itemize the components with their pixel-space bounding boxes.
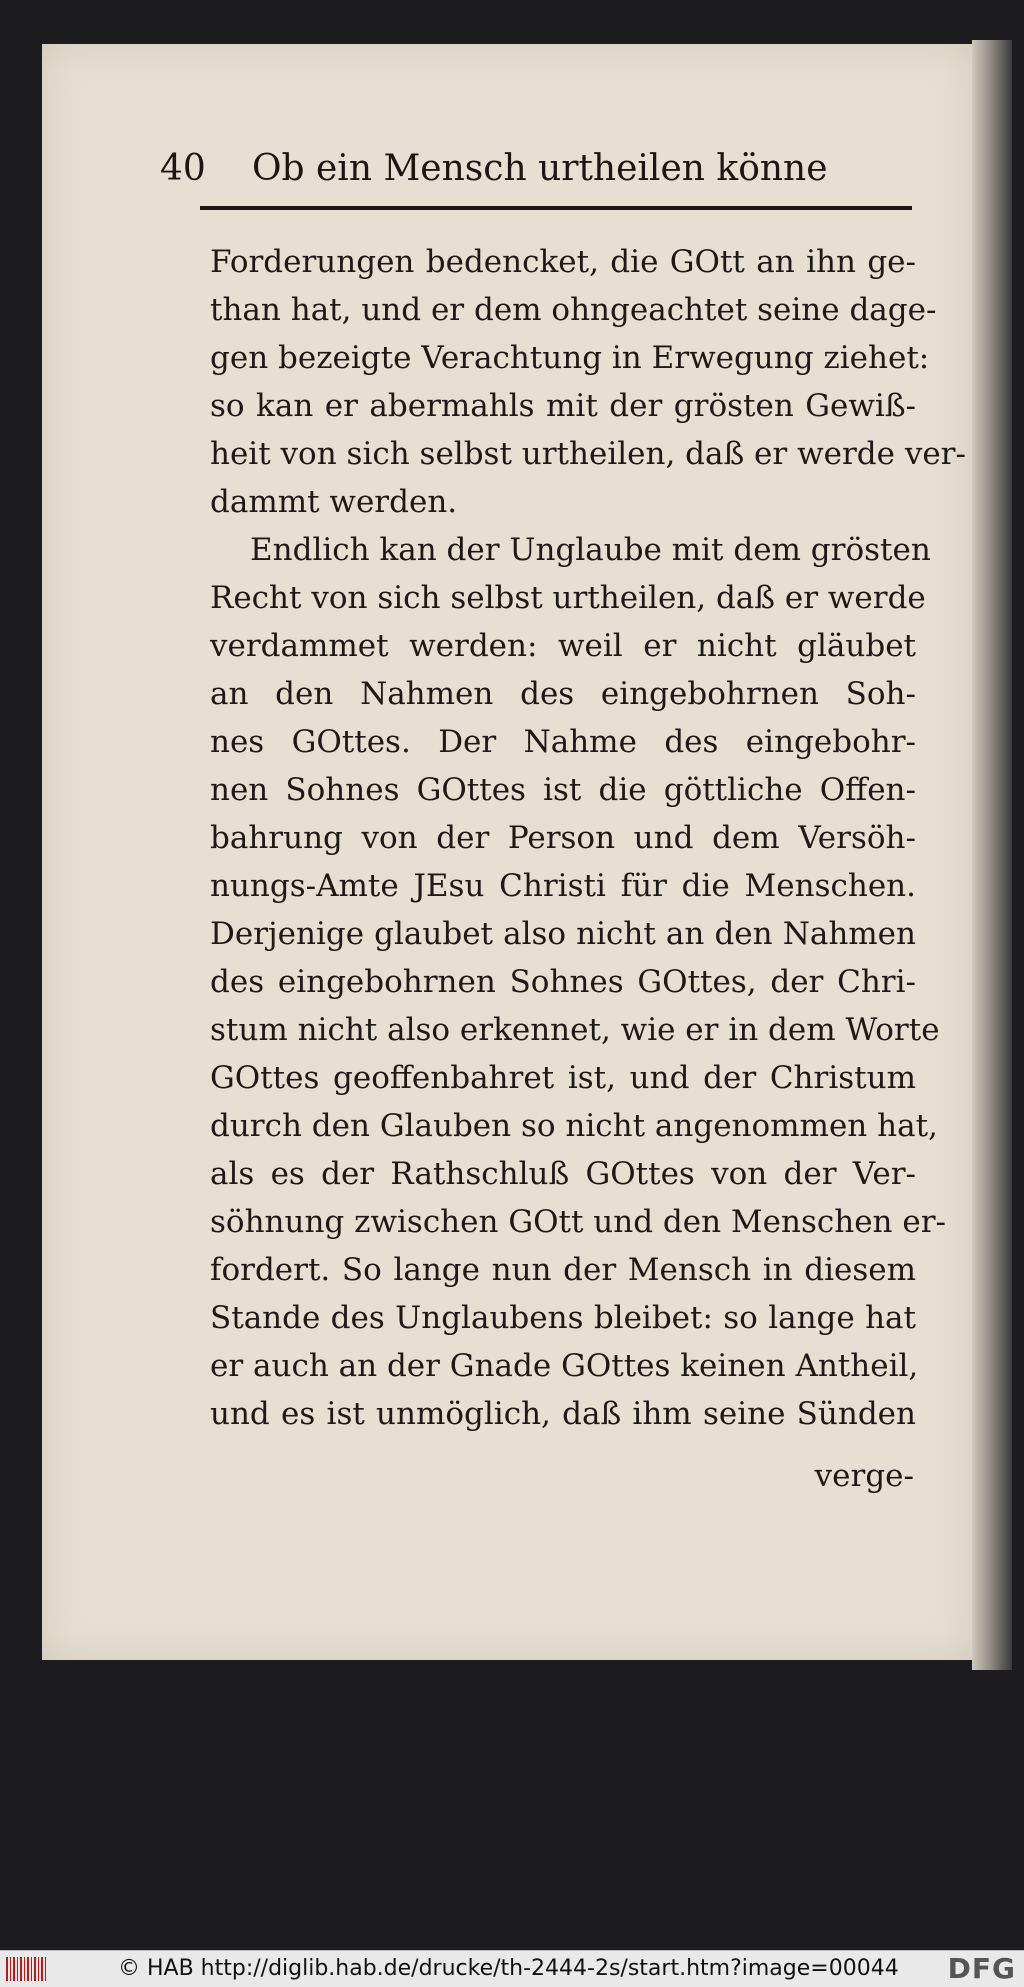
text-line: Endlich kan der Unglaube mit dem grösten bbox=[250, 532, 931, 568]
text-line: Stande des Unglaubens bleibet: so lange hat bbox=[210, 1300, 916, 1336]
text-line: Forderungen bedencket, die GOtt an ihn ge- bbox=[210, 244, 916, 280]
copyright-link[interactable]: © HAB http://diglib.hab.de/drucke/th-2444-2s/start.htm?image=00044 bbox=[118, 1956, 899, 1981]
text-line: nes GOttes. Der Nahme des eingebohr- bbox=[210, 724, 916, 760]
text-line: als es der Rathschluß GOttes von der Ver- bbox=[210, 1156, 916, 1192]
text-line: so kan er abermahls mit der grösten Gewiß- bbox=[210, 388, 916, 424]
text-line: durch den Glauben so nicht angenommen hat, bbox=[210, 1108, 938, 1144]
text-line: GOttes geoffenbahret ist, und der Christum bbox=[210, 1060, 916, 1096]
text-line: fordert. So lange nun der Mensch in diesem bbox=[210, 1252, 916, 1288]
text-line: stum nicht also erkennet, wie er in dem Worte bbox=[210, 1012, 940, 1048]
page-header bbox=[160, 148, 914, 204]
text-line: an den Nahmen des eingebohrnen Soh- bbox=[210, 676, 916, 712]
text-line: Recht von sich selbst urtheilen, daß er werde bbox=[210, 580, 926, 616]
text-line: dammt werden. bbox=[210, 484, 458, 520]
page-edge bbox=[972, 40, 1012, 1670]
text-line: than hat, und er dem ohngeachtet seine dage- bbox=[210, 292, 937, 328]
page-number: 40 bbox=[160, 148, 206, 189]
text-line: und es ist unmöglich, daß ihm seine Sünden bbox=[210, 1396, 916, 1432]
text-line: heit von sich selbst urtheilen, daß er werde ver- bbox=[210, 436, 966, 472]
barcode-icon bbox=[6, 1957, 46, 1981]
text-line: Derjenige glaubet also nicht an den Nahmen bbox=[210, 916, 916, 952]
text-line: des eingebohrnen Sohnes GOttes, der Chri- bbox=[210, 964, 916, 1000]
footer-bar bbox=[0, 1950, 1024, 1987]
text-line: er auch an der Gnade GOttes keinen Antheil, bbox=[210, 1348, 919, 1384]
catchword: verge- bbox=[814, 1458, 914, 1494]
text-line: nen Sohnes GOttes ist die göttliche Offen- bbox=[210, 772, 916, 808]
text-line: nungs-Amte JEsu Christi für die Menschen. bbox=[210, 868, 916, 904]
text-line: gen bezeigte Verachtung in Erwegung ziehet: bbox=[210, 340, 930, 376]
running-title: Ob ein Mensch urtheilen könne bbox=[252, 148, 828, 189]
text-line: söhnung zwischen GOtt und den Menschen er- bbox=[210, 1204, 946, 1240]
text-line: verdammet werden: weil er nicht gläubet bbox=[210, 628, 916, 664]
text-line: bahrung von der Person und dem Versöh- bbox=[210, 820, 916, 856]
header-rule bbox=[200, 206, 912, 210]
body-text bbox=[210, 238, 966, 1438]
dfg-logo: DFG bbox=[947, 1952, 1016, 1985]
